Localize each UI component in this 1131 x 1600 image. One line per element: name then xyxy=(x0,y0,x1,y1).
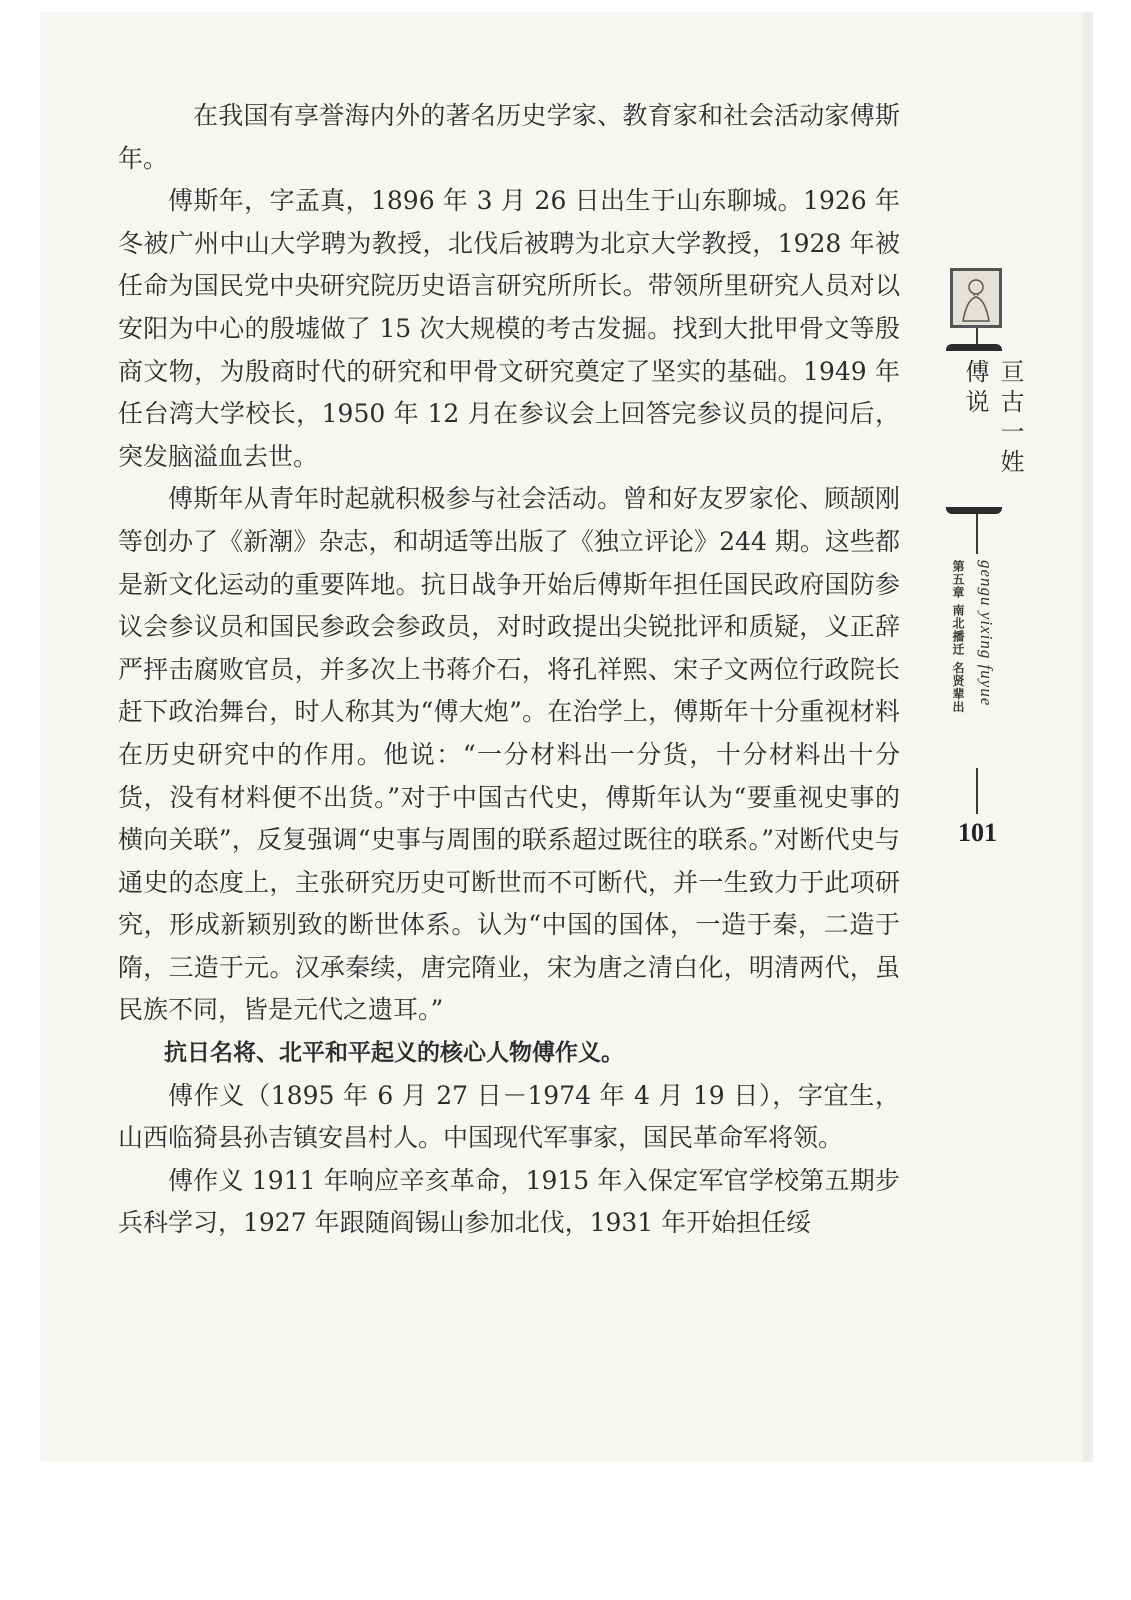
paragraph-intro: 在我国有享誉海内外的著名历史学家、教育家和社会活动家傅斯年。 xyxy=(118,101,900,173)
paragraph-fu-sinian-activities: 傅斯年从青年时起就积极参与社会活动。曾和好友罗家伦、顾颉刚等创办了《新潮》杂志，和胡适等出版了《独立评论》244 期。这些都是新文化运动的重要阵地。抗日战争开始后傅斯年担任国民政府国防参议会参议员和国民参政会参政员，对时政提出尖锐批评和质疑，义正辞严抨击腐败官员，并多次上书蒋介石，将孔祥熙、宋子文两位行政院长赶下政治舞台，时人称其为“傅大炮”。在治学上，傅斯年十分重视材料在历史研究中的作用。他说：“一分材料出一分货，十分材料出十分货，没有材料便不出货。”对于中国古代史，傅斯年认为“要重视史事的横向关联”，反复强调“史事与周围的联系超过既往的联系。”对断代史与通史的态度上，主张研究历史可断世而不可断代，并一生致力于此项研究，形成新颖别致的断世体系。认为“中国的国体，一造于秦，二造于隋，三造于元。汉承秦续，唐完隋业，宋为唐之清白化，明清两代，虽民族不同，皆是元代之遗耳。” xyxy=(118,484,900,1025)
chapter-title: 第五章 南北播迁 名贤辈出 xyxy=(951,560,965,714)
book-title: 亘古一姓 傅说 xyxy=(961,359,1024,479)
section-heading-fu-zuoyi: 抗日名将、北平和平起义的核心人物傅作义。 xyxy=(164,1040,624,1067)
header-rule-top xyxy=(976,328,978,344)
portrait-icon xyxy=(950,268,1002,328)
book-title-pinyin: gengu yixing fuyue xyxy=(977,560,996,707)
header-rule-middle xyxy=(976,514,978,554)
page-number: 101 xyxy=(958,818,997,847)
book-title-box xyxy=(946,344,1024,514)
running-header xyxy=(944,268,1024,878)
paragraph-fu-zuoyi-bio: 傅作义（1895 年 6 月 27 日－1974 年 4 月 19 日），字宜生，山西临猗县孙吉镇安昌村人。中国现代军事家，国民革命军将领。 xyxy=(118,1080,900,1153)
body-text xyxy=(118,95,900,1245)
paragraph-fu-zuoyi-career: 傅作义 1911 年响应辛亥革命，1915 年入保定军官学校第五期步兵科学习，1927 年跟随阎锡山参加北伐，1931 年开始担任绥 xyxy=(118,1165,900,1238)
header-rule-bottom xyxy=(976,768,978,814)
paragraph-fu-sinian-bio: 傅斯年，字孟真，1896 年 3 月 26 日出生于山东聊城。1926 年冬被广州中山大学聘为教授，北伐后被聘为北京大学教授，1928 年被任命为国民党中央研究院历史语言研究所所长。带领所里研究人员对以安阳为中心的殷墟做了 15 次大规模的考古发掘。找到大批甲骨文等殷商文物，为殷商时代的研究和甲骨文研究奠定了坚实的基础。1949 年任台湾大学校长，1950 年 12 月在参议会上回答完参议员的提问后，突发脑溢血去世。 xyxy=(118,186,900,471)
